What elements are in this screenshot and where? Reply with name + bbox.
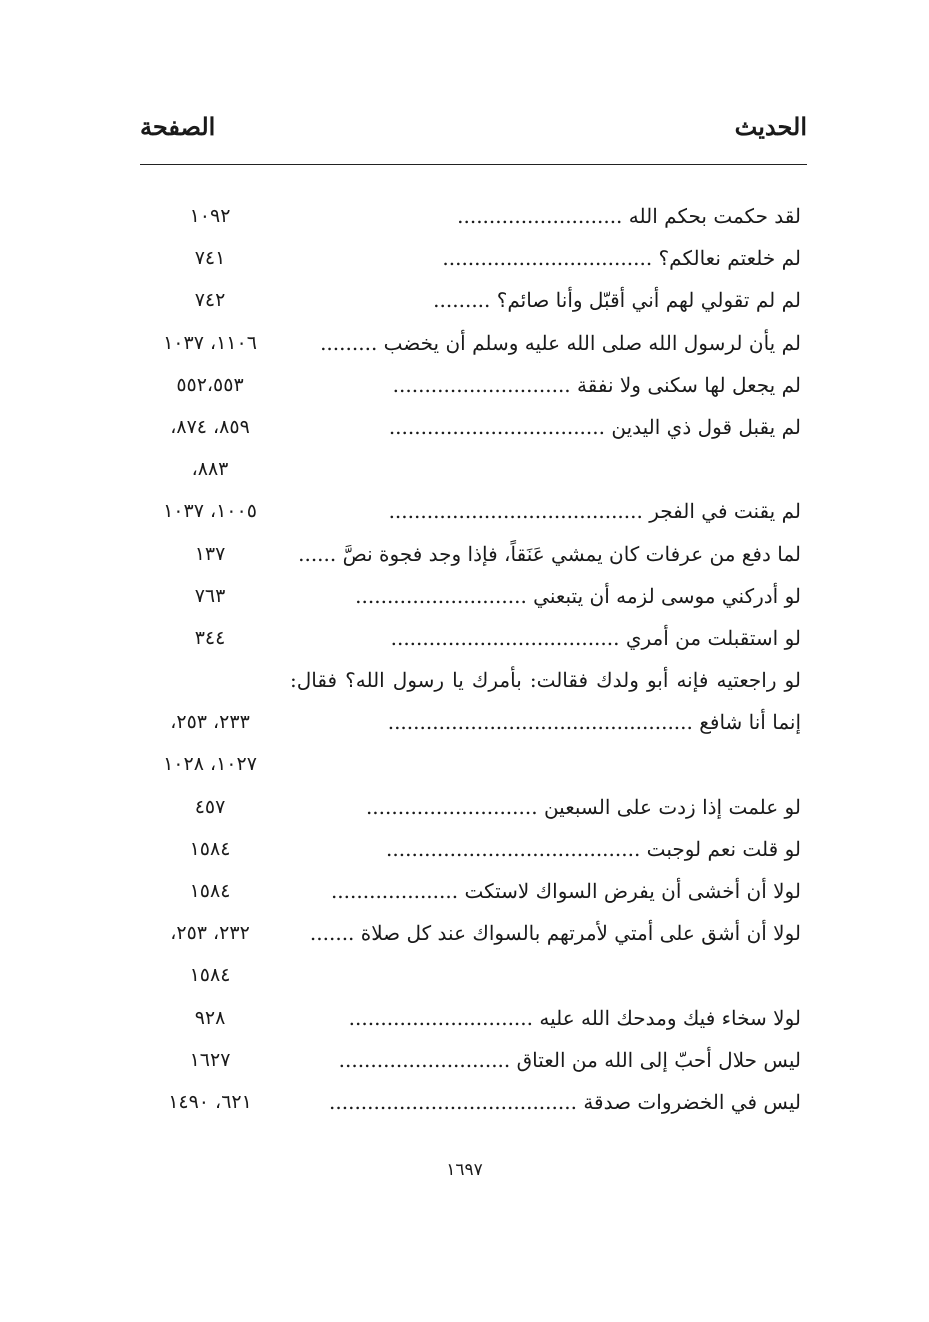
index-row (140, 998, 801, 1040)
page-refs: ١٥٨٤ (189, 837, 231, 860)
index-row (140, 238, 801, 280)
page-refs: ٨٥٩، ٨٧٤، (170, 415, 250, 438)
page-refs: ٧٤١ (194, 247, 226, 270)
index-row (140, 323, 801, 365)
page-refs: ٢٣٣، ٢٥٣، (170, 711, 250, 734)
index-row (140, 576, 801, 618)
hadith-text: لم خلعتم نعالكم؟ ................................. (442, 246, 801, 271)
hadith-text: لو راجعتيه فإنه أبو ولدك فقالت: بأمرك يا رسول الله؟ فقال: (290, 668, 801, 693)
header-rule (140, 164, 807, 165)
index-row (140, 407, 801, 449)
hadith-text: لم لم تقولي لهم أني أقبّل وأنا صائم؟ ......... (433, 288, 801, 313)
page-refs: ١٣٧ (194, 542, 226, 565)
page-refs: ١١٠٦، ١٠٣٧ (163, 331, 257, 354)
page-refs: ٧٦٣ (194, 584, 226, 607)
index-row (140, 491, 801, 533)
hadith-text: لم يجعل لها سكنى ولا نفقة ............................ (392, 372, 801, 397)
page-refs: ٢٣٢، ٢٥٣، (170, 922, 250, 945)
page-refs: ١٠٠٥، ١٠٣٧ (163, 500, 257, 523)
index-row (140, 660, 801, 702)
index-row (140, 702, 801, 744)
index-row (140, 829, 801, 871)
column-header-page: الصفحة (140, 112, 216, 141)
page-refs: ٨٨٣، (191, 458, 229, 481)
hadith-text: لو استقبلت من أمري .................................... (390, 625, 801, 650)
page-refs: ٣٤٤ (194, 626, 226, 649)
index-row (140, 1040, 801, 1082)
index-row (140, 534, 801, 576)
page-refs: ١٦٢٧ (189, 1048, 231, 1071)
index-row (140, 280, 801, 322)
hadith-text: لو قلت نعم لوجبت ........................................ (386, 836, 801, 861)
index-entries (140, 196, 801, 1124)
hadith-text: لم يقبل قول ذي اليدين .................................. (388, 414, 801, 439)
index-row (140, 365, 801, 407)
page-refs: ٧٤٢ (194, 289, 226, 312)
hadith-text: لم يأن لرسول الله صلى الله عليه وسلم أن يخضب ......... (320, 330, 801, 355)
index-row (140, 913, 801, 955)
hadith-text: لولا سخاء فيك ومدحك الله عليه ............................. (348, 1005, 801, 1030)
hadith-text: لما دفع من عرفات كان يمشي عَنَقاً، فإذا وجد فجوة نصَّ ...... (298, 541, 801, 566)
index-row (140, 1082, 801, 1124)
hadith-text: إنما أنا شافع ................................................ (387, 710, 801, 735)
hadith-text: لم يقنت في الفجر ........................................ (388, 499, 801, 524)
column-header-hadith: الحديث (734, 112, 807, 141)
index-row (140, 787, 801, 829)
hadith-text: لو علمت إذا زدت على السبعين ........................... (365, 794, 801, 819)
hadith-text: لولا أن أخشى أن يفرض السواك لاستكت .................... (330, 879, 801, 903)
index-row (140, 618, 801, 660)
page-refs: ٥٥٢،٥٥٣ (176, 373, 244, 396)
page-refs: ٦٢١، ١٤٩٠ (168, 1090, 252, 1113)
page-refs: ١٥٨٤ (189, 964, 231, 987)
page-refs: ٤٥٧ (194, 795, 226, 818)
hadith-text: ليس حلال أحبّ إلى الله من العتاق ........................... (338, 1047, 801, 1072)
hadith-text: لو أدركني موسى لزمه أن يتبعني ........................... (355, 583, 801, 608)
index-row-continuation (140, 955, 801, 997)
index-row (140, 196, 801, 238)
hadith-text: ليس في الخضروات صدقة ....................................... (329, 1089, 801, 1114)
hadith-text: لولا أن أشق على أمتي لأمرتهم بالسواك عند كل صلاة ....... (309, 921, 801, 946)
index-row (140, 871, 801, 913)
page-number: ١٦٩٧ (446, 1160, 483, 1180)
page-refs: ٩٢٨ (194, 1006, 226, 1029)
page-refs: ١٥٨٤ (189, 880, 231, 902)
index-row-continuation (140, 744, 801, 786)
page-refs: ١٠٩٢ (189, 205, 231, 227)
page-refs: ١٠٢٧، ١٠٢٨ (163, 753, 257, 776)
hadith-text: لقد حكمت بحكم الله .......................... (457, 204, 801, 228)
index-row-continuation (140, 449, 801, 491)
